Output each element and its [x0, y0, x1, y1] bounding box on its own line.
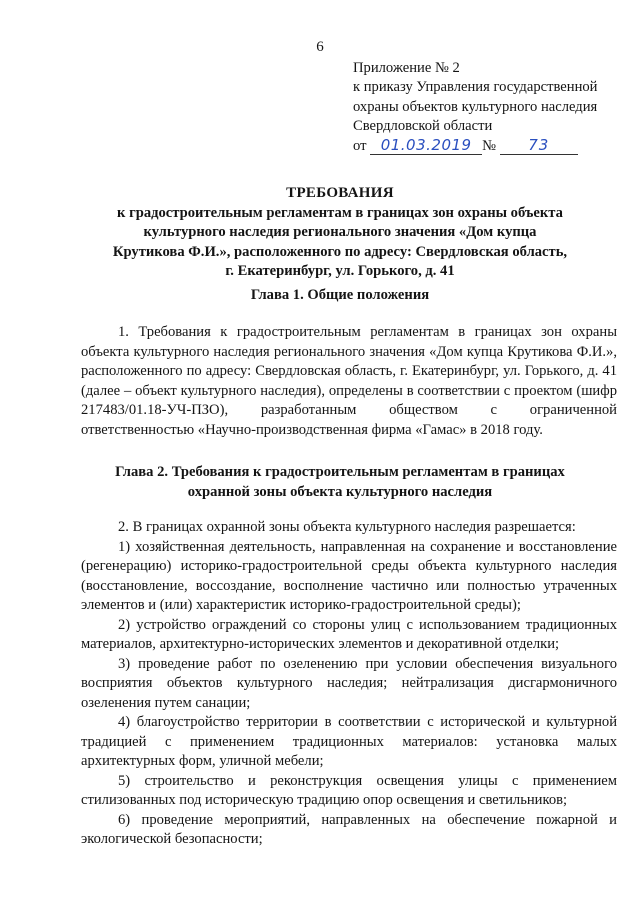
- title-line: Крутикова Ф.И.», расположенного по адресу: Свердловская область,: [112, 243, 568, 260]
- handwritten-date: 01.03.2019: [370, 137, 482, 155]
- list-item: 5) строительство и реконструкция освещения улицы с применением стилизованных под историческую традицию опор освещения и светильников;: [81, 772, 617, 808]
- appendix-line: Свердловской области: [353, 118, 493, 135]
- list-item: 3) проведение работ по озеленению при условии обеспечения визуального восприятия объектов культурного наследия; нейтрализация дисгармоничного озеленения путем санации;: [81, 655, 617, 711]
- chapter-1-heading: Глава 1. Общие положения: [250, 287, 430, 303]
- chapter-2-heading-line: Глава 2. Требования к градостроительным регламентам в границах: [115, 464, 565, 480]
- appendix-line: к приказу Управления государственной: [353, 79, 598, 96]
- date-prefix: от: [353, 137, 367, 154]
- handwritten-number: 73: [500, 137, 578, 155]
- chapter-2-heading-line: охранной зоны объекта культурного наследия: [187, 483, 493, 500]
- chapter-2-heading: [60, 463, 620, 502]
- paragraph: 2. В границах охранной зоны объекта культурного наследия разрешается:: [118, 519, 576, 535]
- appendix-line: Приложение № 2: [353, 60, 460, 76]
- title-line: культурного наследия регионального значения «Дом купца: [143, 224, 537, 241]
- appendix-line: охраны объектов культурного наследия: [353, 98, 598, 115]
- title-line: к градостроительным регламентам в границах зон охраны объекта: [117, 204, 563, 221]
- list-item: 2) устройство ограждений со стороны улиц с использованием традиционных материалов, архитектурно-исторических элементов и декоративной отделки;: [81, 616, 617, 652]
- number-label: №: [482, 137, 497, 154]
- title-line: г. Екатеринбург, ул. Горького, д. 41: [225, 263, 455, 280]
- document-title: [60, 184, 620, 282]
- chapter-2-body: [81, 518, 617, 850]
- chapter-1-body: [81, 323, 617, 440]
- page-number: 6: [316, 39, 324, 55]
- title-main: ТРЕБОВАНИЯ: [286, 185, 394, 201]
- appendix-block: [353, 59, 628, 156]
- appendix-date-line: [353, 137, 628, 156]
- list-item: 6) проведение мероприятий, направленных на обеспечение пожарной и экологической безопасности;: [81, 811, 617, 847]
- list-item: 1) хозяйственная деятельность, направленная на сохранение и восстановление (регенерацию) историко-градостроительной среды объекта культурного наследия (восстановление, воссоздание, восполнение частично или полностью утраченных элементов и (или) характеристик историко-градостроительной среды);: [81, 538, 617, 613]
- list-item: 4) благоустройство территории в соответствии с исторической и культурной традицией с применением традиционных материалов: установка малых архитектурных форм, уличной мебели;: [81, 714, 617, 769]
- paragraph: 1. Требования к градостроительным регламентам в границах зон охраны объекта культурного наследия регионального значения «Дом купца Крутикова Ф.И.», расположенного по адресу: Свердловская область, г. Екатеринбург, ул. Горького, д. 41 (далее – объект культурного наследия), определены в соответствии с проектом (шифр 217483/01.18-УЧ-ПЗО), разработанным обществом с ограниченной ответственностью «Научно-производственная фирма «Гамас» в 2018 году.: [81, 324, 617, 438]
